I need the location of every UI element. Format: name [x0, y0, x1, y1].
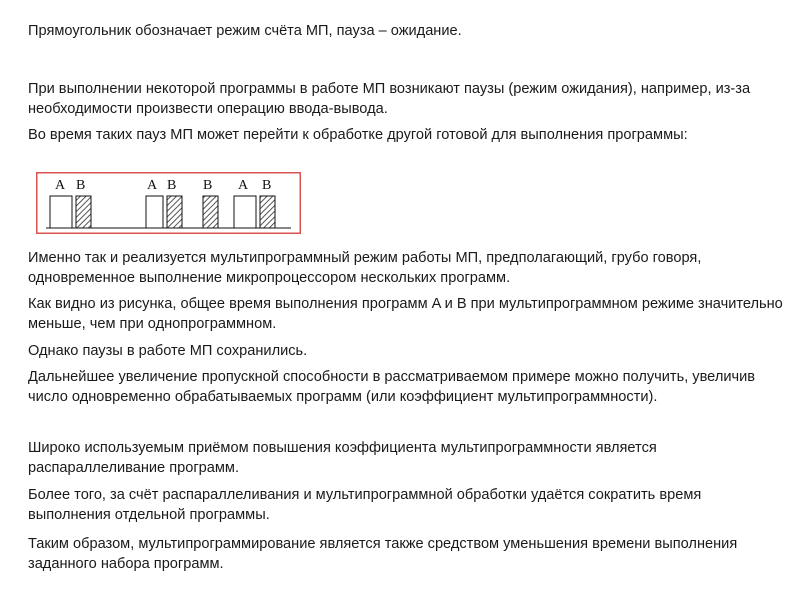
block-a-3 — [234, 196, 256, 228]
paragraph-parallelization: Широко используемым приёмом повышения коэффициента мультипрограммности является распараллеливание программ. — [28, 440, 657, 476]
label-a-1: A — [55, 178, 66, 193]
block-b-4 — [260, 196, 275, 228]
paragraph-multiprogram-mode: Именно так и реализуется мультипрограммный режим работы МП, предполагающий, грубо говоря, одновременное выполнение микропроцессором нескольких программ. — [28, 250, 702, 286]
block-a-2 — [146, 196, 163, 228]
block-b-2 — [167, 196, 182, 228]
paragraph-conclusion: Таким образом, мультипрограммирование является также средством уменьшения времени выполнения заданного набора программ. — [28, 536, 738, 572]
paragraph-rectangle-meaning: Прямоугольник обозначает режим счёта МП, пауза – ожидание. — [28, 23, 462, 39]
paragraph-throughput: Дальнейшее увеличение пропускной способности в рассматриваемом примере можно получить, увеличив число одновременно обрабатываемых программ (или коэффициент мультипрограммности). — [28, 369, 755, 405]
label-b-2: B — [167, 178, 177, 193]
label-a-3: A — [238, 178, 249, 193]
paragraph-pauses: При выполнении некоторой программы в работе МП возникают паузы (режим ожидания), например, из-за необходимости произвести операцию ввода-вывода. — [28, 81, 751, 117]
paragraph-reduce-time: Более того, за счёт распараллеливания и мультипрограммной обработки удаётся сократить время выполнения отдельной программы. — [28, 487, 702, 523]
label-b-4: B — [262, 178, 272, 193]
paragraph-pauses-remain: Однако паузы в работе МП сохранились. — [28, 343, 308, 359]
block-a-1 — [50, 196, 72, 228]
label-a-2: A — [147, 178, 158, 193]
block-b-3 — [203, 196, 218, 228]
label-b-3: B — [203, 178, 213, 193]
block-b-1 — [76, 196, 91, 228]
timing-diagram-svg — [36, 172, 301, 234]
paragraph-switch-program: Во время таких пауз МП может перейти к обработке другой готовой для выполнения программы: — [28, 127, 688, 143]
paragraph-time-comparison: Как видно из рисунка, общее время выполнения программ A и B при мультипрограммном режиме значительно меньше, чем при однопрограммном. — [28, 296, 783, 332]
label-b-1: B — [76, 178, 86, 193]
multiprogramming-timing-diagram — [36, 172, 301, 234]
